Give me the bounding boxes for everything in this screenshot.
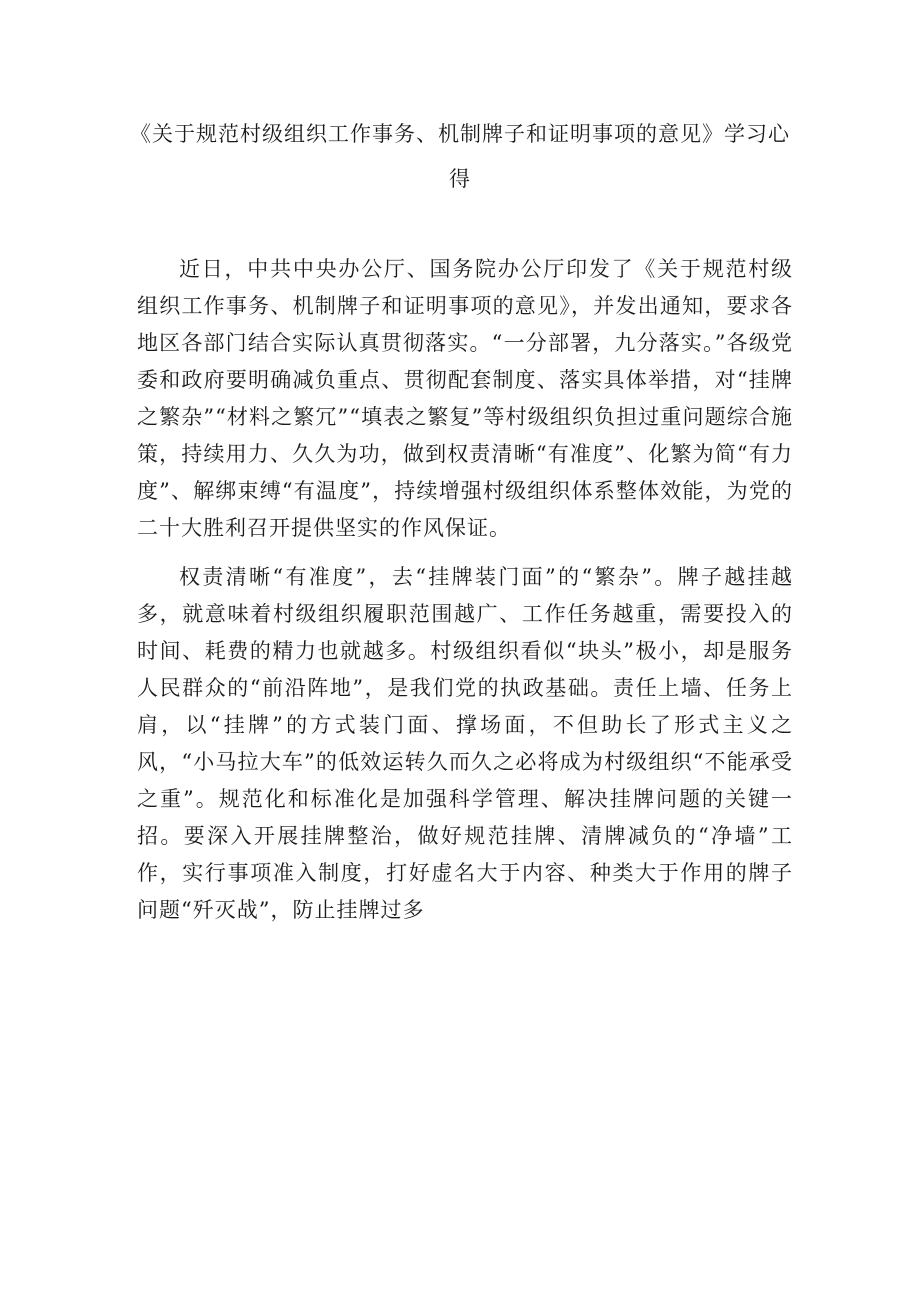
document-title: 《关于规范村级组织工作事务、机制牌子和证明事项的意见》学习心得	[130, 122, 790, 191]
paragraph-2: 权责清晰“有准度”，去“挂牌装门面”的“繁杂”。牌子越挂越多，就意味着村级组织履职范围越广、工作任务越重，需要投入的时间、耗费的精力也就越多。村级组织看似“块头”极小，却是服务人民群众的“前沿阵地”，是我们党的执政基础。责任上墙、任务上肩，以“挂牌”的方式装门面、撑场面，不但助长了形式主义之风，“小马拉大车”的低效运转久而久之必将成为村级组织“不能承受之重”。规范化和标准化是加强科学管理、解决挂牌问题的关键一招。要深入开展挂牌整治，做好规范挂牌、清牌减负的“净墙”工作，实行事项准入制度，打好虚名大于内容、种类大于作用的牌子问题“歼灭战”，防止挂牌过多	[137, 565, 793, 922]
document-body	[137, 251, 793, 941]
paragraph-1: 近日，中共中央办公厅、国务院办公厅印发了《关于规范村级组织工作事务、机制牌子和证明事项的意见》，并发出通知，要求各地区各部门结合实际认真贯彻落实。“一分部署，九分落实。”各级党委和政府要明确减负重点、贯彻配套制度、落实具体举措，对“挂牌之繁杂”“材料之繁冗”“填表之繁复”等村级组织负担过重问题综合施策，持续用力、久久为功，做到权责清晰“有准度”、化繁为简“有力度”、解绑束缚“有温度”，持续增强村级组织体系整体效能，为党的二十大胜利召开提供坚实的作风保证。	[137, 257, 793, 540]
